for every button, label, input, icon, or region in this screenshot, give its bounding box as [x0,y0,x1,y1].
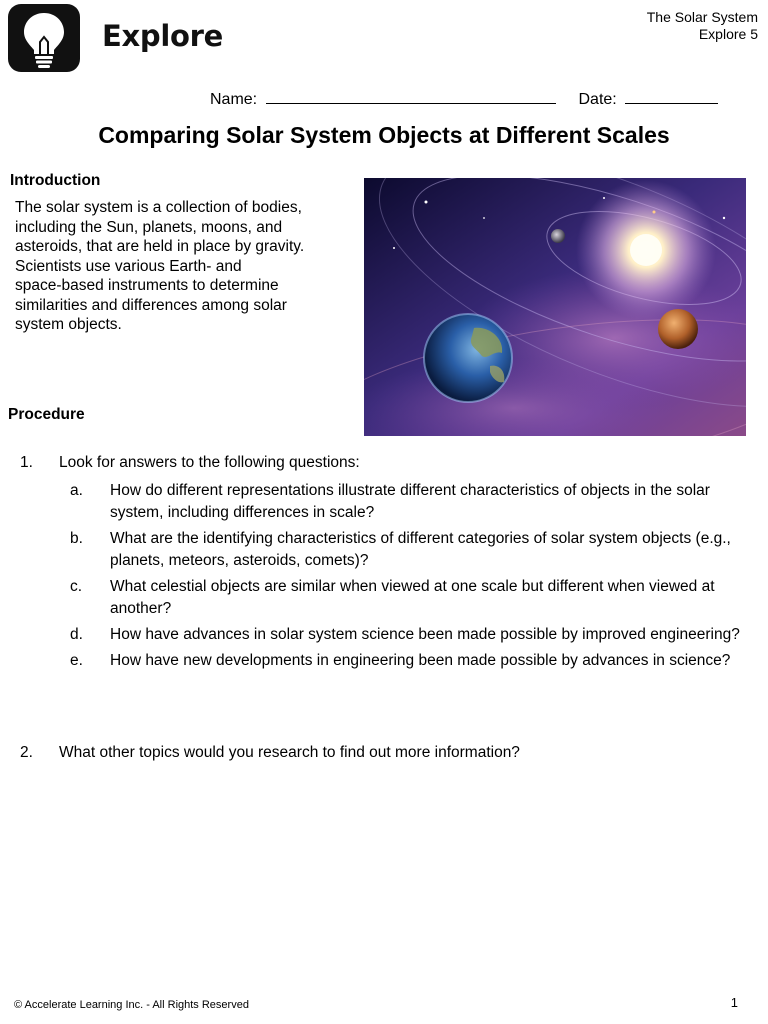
unit-subtitle: Explore 5 [698,26,758,42]
intro-line: similarities and differences among solar [15,296,287,314]
question-item-c [50,576,760,620]
question-item-a [50,480,760,524]
question-text: What celestial objects are similar when viewed at one scale but different when viewed at another? [110,578,715,617]
question-letter: a. [70,482,83,499]
intro-line: The solar system is a collection of bodies, [15,199,302,216]
date-label: Date: [578,91,617,108]
solar-system-image [364,178,746,436]
item-number: 2. [20,744,33,761]
item-text: What other topics would you research to find out more information? [59,744,520,761]
explore-logo [8,4,80,72]
question-item-e [50,650,760,672]
question-text: How have new developments in engineering been made possible by advances in science? [110,652,731,669]
intro-line: Scientists use various Earth- and [15,257,242,275]
introduction-text [15,198,345,335]
copyright-notice: © Accelerate Learning Inc. - All Rights Reserved [14,999,249,1011]
unit-title: The Solar System [646,9,758,25]
question-letter: c. [70,578,83,595]
question-item-d [50,624,760,646]
name-field[interactable] [266,90,556,104]
item-text: Look for answers to the following questions: [59,454,360,471]
page-title: Comparing Solar System Objects at Different Scales [98,122,670,148]
date-field[interactable] [625,90,718,104]
question-list [50,480,760,676]
intro-line: space-based instruments to determine [15,277,279,294]
question-letter: b. [70,530,83,547]
unit-label [647,9,758,43]
intro-line: asteroids, that are held in place by gravity. [15,238,305,255]
question-text: How have advances in solar system science been made possible by improved engineering? [110,626,740,643]
intro-line: system objects. [15,316,122,333]
question-letter: d. [70,626,83,643]
procedure-heading: Procedure [8,406,85,423]
question-letter: e. [70,652,83,669]
item-number: 1. [20,454,33,471]
explore-heading: Explore [102,19,224,53]
question-item-b [50,528,760,572]
name-label: Name: [210,91,258,108]
question-text: What are the identifying characteristics of different categories of solar system objects (e.g., planets, meteors, asteroids, comets)? [110,530,731,569]
question-text: How do different representations illustrate different characteristics of objects in the solar system, including differences in scale? [110,482,710,521]
intro-line: including the Sun, planets, moons, and [15,218,283,236]
lightbulb-icon [8,4,80,72]
name-date-row [210,90,718,109]
page-number: 1 [730,995,738,1010]
introduction-heading: Introduction [10,172,101,189]
